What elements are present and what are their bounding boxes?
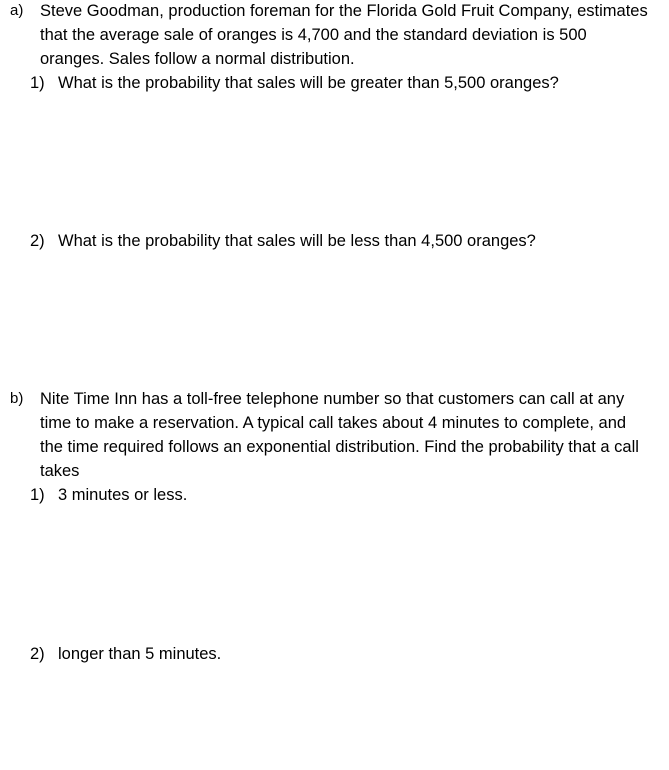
problem-b-marker: b) xyxy=(10,390,24,407)
question-number: 2) xyxy=(30,232,45,250)
question-text: What is the probability that sales will be greater than 5,500 oranges? xyxy=(58,74,559,92)
question-number: 2) xyxy=(30,645,45,663)
problem-a-question-1 xyxy=(30,71,630,95)
problem-a-text: Steve Goodman, production foreman for the Florida Gold Fruit Company, estimates that the average sale of oranges is 4,700 and the standard deviation is 500 oranges. Sales follow a normal distribution. xyxy=(40,2,648,68)
problem-a-marker: a) xyxy=(10,2,24,19)
question-text: 3 minutes or less. xyxy=(58,486,188,504)
problem-a-question-2 xyxy=(30,229,630,253)
problem-b-question-2 xyxy=(30,642,630,666)
question-number: 1) xyxy=(30,486,45,504)
problem-b-question-1 xyxy=(30,483,630,507)
problem-b-text: Nite Time Inn has a toll-free telephone number so that customers can call at any time to make a reservation. A typical call takes about 4 minutes to complete, and the time required follows an exponential distribution. Find the probability that a call takes xyxy=(40,390,639,480)
question-text: longer than 5 minutes. xyxy=(58,645,222,663)
question-number: 1) xyxy=(30,74,45,92)
question-text: What is the probability that sales will be less than 4,500 oranges? xyxy=(58,232,536,250)
